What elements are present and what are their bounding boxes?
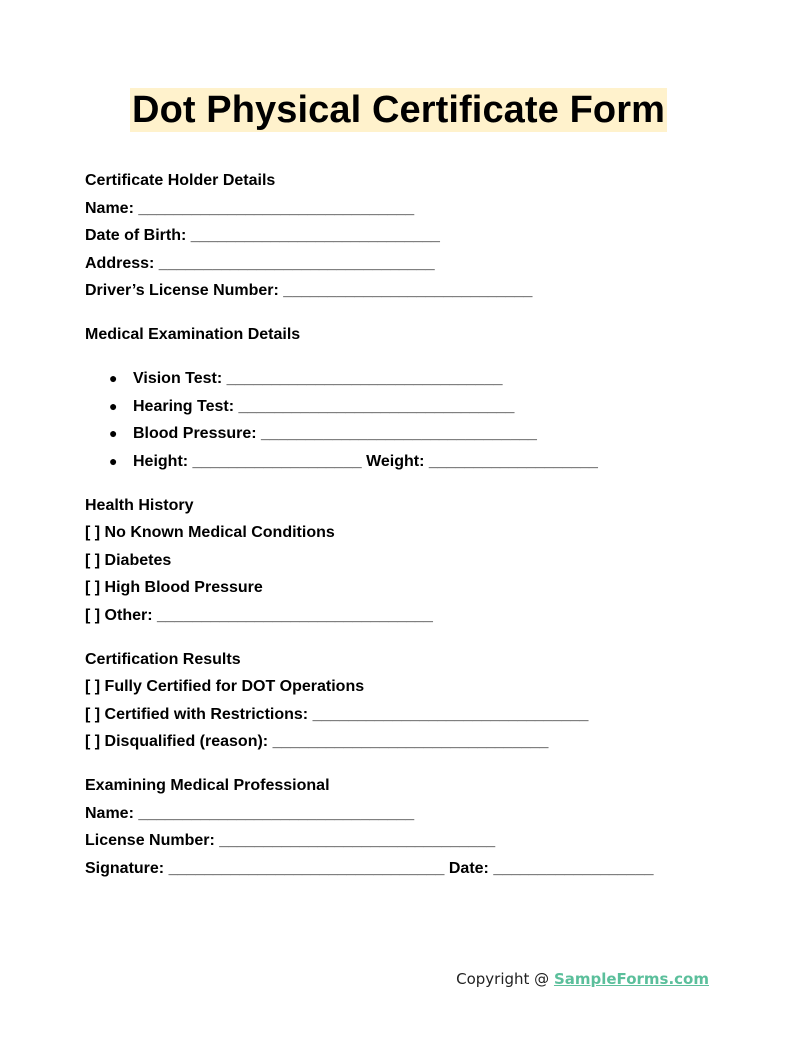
examiner-signature-field: Signature: _______________________________ Date: __________________ <box>85 859 654 877</box>
health-diabetes-checkbox: [ ] Diabetes <box>85 551 172 569</box>
vision-test-field: Vision Test: _______________________________ <box>133 370 503 387</box>
health-none-checkbox: [ ] No Known Medical Conditions <box>85 524 335 541</box>
form-content <box>85 167 725 882</box>
page-title: Dot Physical Certificate Form <box>132 89 665 131</box>
examiner-name-field: Name: _______________________________ <box>85 804 415 822</box>
health-other-checkbox: [ ] Other: _______________________________ <box>85 606 433 624</box>
brand-link[interactable]: SampleForms.com <box>553 970 709 988</box>
blood-pressure-field: Blood Pressure: _______________________________ <box>133 425 537 442</box>
medical-section-heading: Medical Examination Details <box>85 326 301 343</box>
examiner-license-field: License Number: _______________________________ <box>85 832 496 849</box>
copyright-prefix: Copyright @ <box>456 970 554 988</box>
holder-section-heading: Certificate Holder Details <box>85 172 276 189</box>
results-restrictions-checkbox: [ ] Certified with Restrictions: _______________________________ <box>85 705 589 723</box>
height-weight-field: Height: ___________________ Weight: ___________________ <box>133 452 598 470</box>
hearing-test-field: Hearing Test: _______________________________ <box>133 397 515 415</box>
list-item <box>85 448 725 476</box>
holder-address-field: Address: _______________________________ <box>85 254 435 272</box>
health-hbp-checkbox: [ ] High Blood Pressure <box>85 579 263 596</box>
results-disqualified-checkbox: [ ] Disqualified (reason): _______________________________ <box>85 733 549 750</box>
bullet-icon: ● <box>109 397 118 414</box>
bullet-icon: ● <box>109 452 118 469</box>
list-item <box>85 365 725 393</box>
examiner-section-heading: Examining Medical Professional <box>85 777 330 794</box>
title-container <box>0 88 797 132</box>
holder-dob-field: Date of Birth: ____________________________ <box>85 227 440 244</box>
results-full-checkbox: [ ] Fully Certified for DOT Operations <box>85 678 365 695</box>
holder-name-field: Name: _______________________________ <box>85 199 415 217</box>
bullet-icon: ● <box>109 425 118 441</box>
results-section-heading: Certification Results <box>85 650 241 668</box>
list-item <box>85 420 725 448</box>
bullet-icon: ● <box>109 370 118 386</box>
list-item <box>85 393 725 421</box>
medical-list <box>85 365 725 475</box>
health-section-heading: Health History <box>85 496 194 514</box>
holder-license-field: Driver’s License Number: ____________________________ <box>85 282 533 299</box>
copyright-footer <box>456 968 709 990</box>
